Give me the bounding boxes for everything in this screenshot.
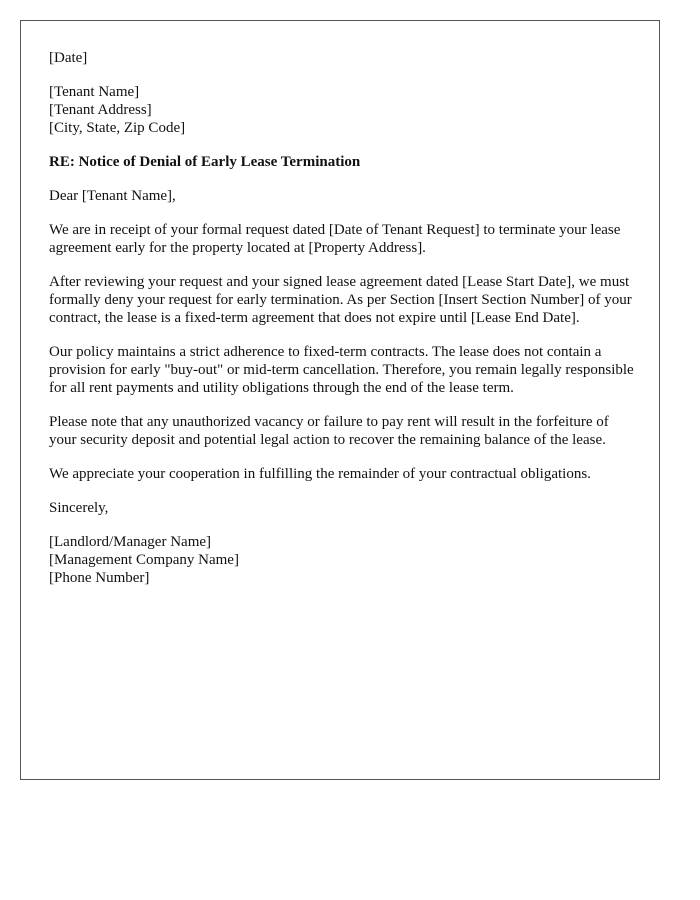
recipient-address: [Tenant Address]	[49, 102, 152, 118]
salutation: Dear [Tenant Name],	[49, 188, 176, 204]
subject-line: RE: Notice of Denial of Early Lease Termination	[49, 154, 361, 170]
paragraph-request-receipt: We are in receipt of your formal request dated [Date of Tenant Request] to terminate your lease agreement early for the property located at [Property Address].	[49, 222, 621, 256]
signature-company: [Management Company Name]	[49, 552, 239, 568]
paragraph-appreciation: We appreciate your cooperation in fulfilling the remainder of your contractual obligations.	[49, 466, 591, 482]
letter-date	[49, 49, 639, 67]
closing: Sincerely,	[49, 500, 109, 516]
letter-body	[49, 49, 639, 603]
paragraph-consequences: Please note that any unauthorized vacancy or failure to pay rent will result in the forfeiture of your security deposit and potential legal action to recover the remaining balance of the lease.	[49, 414, 609, 448]
signature-name: [Landlord/Manager Name]	[49, 534, 212, 550]
recipient-address-block	[49, 83, 639, 137]
signature-block	[49, 533, 639, 587]
recipient-name: [Tenant Name]	[49, 84, 140, 100]
paragraph-policy: Our policy maintains a strict adherence to fixed-term contracts. The lease does not contain a provision for early "buy-out" or mid-term cancellation. Therefore, you remain legally responsible for all rent payments and utility obligations through the end of the lease term.	[49, 344, 634, 396]
signature-phone: [Phone Number]	[49, 570, 150, 586]
recipient-city-state-zip: [City, State, Zip Code]	[49, 120, 186, 136]
date-text: [Date]	[49, 50, 88, 66]
paragraph-denial: After reviewing your request and your signed lease agreement dated [Lease Start Date], we must formally deny your request for early termination. As per Section [Insert Section Number] of your contract, the lease is a fixed-term agreement that does not expire until [Lease End Date].	[49, 274, 632, 326]
letter-page	[20, 20, 660, 780]
